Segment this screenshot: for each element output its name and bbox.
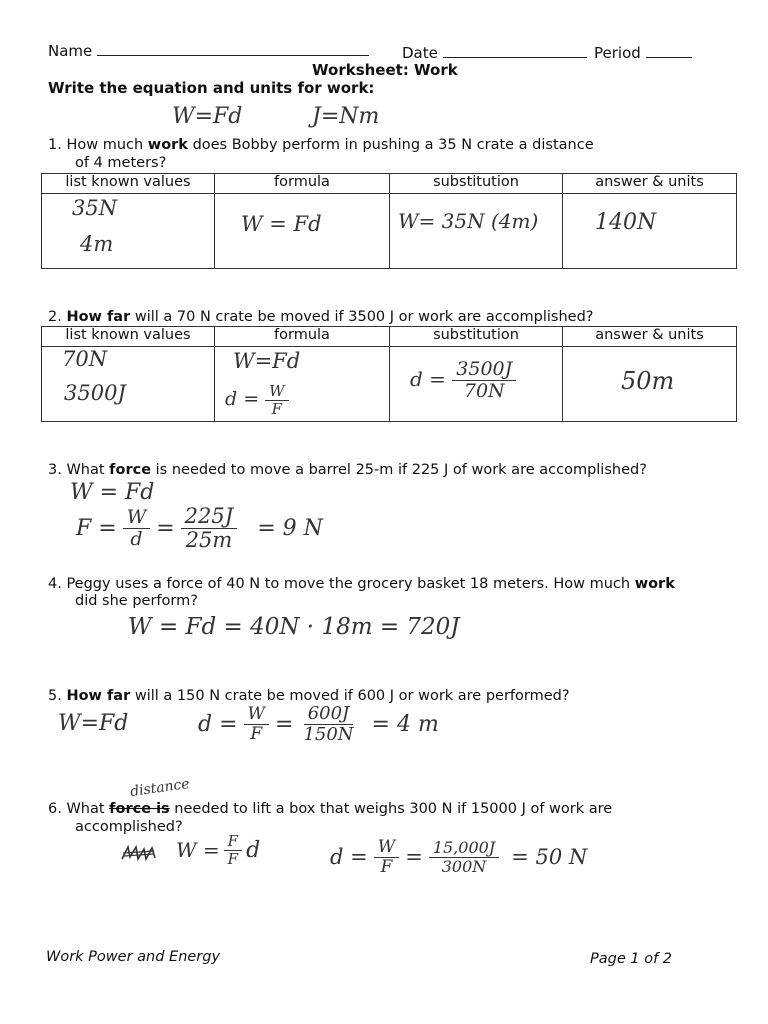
q3-hw-line2 [76, 505, 323, 552]
q3-hw-frac1 [123, 507, 151, 550]
q1-cell-known [42, 194, 215, 269]
q2-hw-formula-1: W=Fd [233, 349, 301, 373]
q6-hw-left [176, 833, 260, 867]
q6-hw-correction: distance [129, 775, 191, 801]
q2-hw-sub-frac [452, 359, 516, 402]
name-line[interactable] [97, 41, 369, 56]
page-title: Worksheet: Work [312, 61, 458, 79]
q5-text [48, 688, 570, 704]
q4-text-line2: did she perform? [75, 593, 198, 609]
q2-hw-formula-2 [225, 383, 289, 417]
q2-col-known: list known values [42, 327, 215, 347]
date-field[interactable] [402, 43, 587, 62]
q6-hw-frac2 [429, 839, 499, 875]
q5-hw-lhs: d = [198, 711, 238, 737]
q2-hw-formula-2-num: W [265, 383, 288, 401]
q5-hw-eq: = [275, 711, 294, 737]
q2-hw-formula-2-lhs: d = [225, 388, 260, 410]
q5-hw-f1-den: F [250, 723, 263, 744]
q5-bold: How far [66, 688, 131, 704]
q4-pre: Peggy uses a force of 40 N to move the grocery basket 18 meters. How much [66, 576, 631, 592]
q2-cell-substitution [390, 347, 563, 422]
q1-number: 1. [48, 137, 62, 153]
q1-bold: work [147, 137, 188, 153]
q2-text [48, 309, 594, 325]
q3-hw-frac2 [181, 505, 238, 552]
q1-cell-formula [215, 194, 390, 269]
q5-post: will a 150 N crate be moved if 600 J or work are performed? [134, 688, 570, 704]
q1-post: does Bobby perform in pushing a 35 N crate a distance [192, 137, 594, 153]
intro-instruction: Write the equation and units for work: [48, 79, 375, 97]
period-line[interactable] [646, 43, 692, 58]
q6-hw-frac1 [374, 838, 399, 876]
q5-hw-result: = 4 m [371, 711, 439, 737]
q6-hw-left-frac [224, 833, 242, 867]
q1-col-answer: answer & units [563, 174, 737, 194]
q2-table [41, 326, 737, 422]
q2-bold: How far [66, 309, 131, 325]
hw-work-equation: W=Fd [172, 104, 243, 129]
q3-hw-f1-den: d [130, 528, 143, 551]
q1-pre: How much [66, 137, 144, 153]
q2-col-formula: formula [215, 327, 390, 347]
q2-hw-formula-2-frac [265, 383, 288, 417]
q2-cell-known [42, 347, 215, 422]
q6-hw-lhs: d = [330, 845, 368, 870]
q5-hw-f2-den: 150N [303, 723, 354, 745]
q2-cell-answer [563, 347, 737, 422]
q3-hw-f2-den: 25m [185, 528, 233, 553]
q6-text [48, 801, 612, 817]
q6-pre: What [66, 801, 105, 817]
q1-text [48, 137, 594, 153]
q1-cell-answer [563, 194, 737, 269]
q2-hw-sub-num: 3500J [452, 359, 516, 381]
q5-hw-line1: W=Fd [58, 711, 129, 736]
q1-hw-formula: W = Fd [241, 212, 322, 236]
q6-hw-left-lhs: W = [176, 838, 220, 862]
q6-hw-left-num: F [224, 833, 242, 851]
name-field[interactable] [48, 41, 369, 60]
q3-bold: force [109, 462, 152, 478]
q1-cell-substitution [390, 194, 563, 269]
q1-text-line2: of 4 meters? [75, 155, 167, 171]
q1-hw-known-1: 35N [72, 196, 118, 220]
q1-hw-known-2: 4m [80, 232, 114, 256]
q5-hw-frac1 [244, 705, 269, 743]
q3-post: is needed to move a barrel 25-m if 225 J of work are accomplished? [155, 462, 647, 478]
q3-hw-eq: = [156, 516, 175, 542]
date-line[interactable] [443, 43, 587, 58]
q5-hw-frac2 [299, 704, 357, 745]
q2-post: will a 70 N crate be moved if 3500 J or work are accomplished? [134, 309, 594, 325]
q3-hw-f2-num: 225J [181, 505, 238, 529]
q2-col-substitution: substitution [390, 327, 563, 347]
q6-hw-f1-num: W [374, 838, 399, 858]
q2-hw-formula-2-den: F [271, 399, 283, 418]
q4-bold: work [634, 576, 675, 592]
q5-number: 5. [48, 688, 62, 704]
q2-cell-formula [215, 347, 390, 422]
q6-hw-f2-den: 300N [441, 856, 487, 876]
q3-text [48, 462, 647, 478]
period-field[interactable] [594, 43, 692, 62]
footer-left: Work Power and Energy [46, 949, 221, 965]
q2-hw-answer: 50m [621, 367, 675, 395]
q5-hw-f1-num: W [244, 705, 269, 725]
q4-number: 4. [48, 576, 62, 592]
date-label: Date [402, 44, 438, 62]
q1-table [41, 173, 737, 269]
q6-hw-result: = 50 N [511, 845, 588, 870]
q5-hw-f2-num: 600J [304, 704, 354, 725]
q6-hw-right [330, 838, 587, 876]
q2-hw-sub-lhs: d = [410, 366, 446, 391]
scribble-mark [120, 843, 158, 863]
q6-number: 6. [48, 801, 62, 817]
q3-hw-lhs: F = [76, 516, 117, 542]
q6-hw-f2-num: 15,000J [429, 839, 499, 858]
hw-work-units: J=Nm [312, 104, 380, 129]
period-label: Period [594, 44, 641, 62]
q6-hw-eq: = [405, 845, 423, 870]
q3-hw-f1-num: W [123, 507, 151, 529]
q2-hw-known-2: 3500J [64, 381, 126, 405]
q2-hw-known-1: 70N [62, 347, 108, 371]
name-label: Name [48, 42, 93, 60]
footer-page-number: Page 1 of 2 [590, 951, 673, 967]
q3-hw-result: = 9 N [257, 516, 323, 542]
q6-hw-left-den: F [227, 849, 239, 868]
q6-hw-scribble [120, 843, 158, 863]
q1-hw-substitution: W= 35N (4m) [398, 209, 539, 233]
q6-hw-f1-den: F [380, 856, 393, 877]
q2-hw-sub-den: 70N [463, 379, 505, 402]
q2-number: 2. [48, 309, 62, 325]
q6-bold-struck: force is [109, 801, 170, 817]
q5-hw-line2 [198, 704, 439, 745]
q6-post: needed to lift a box that weighs 300 N if 15000 J of work are [174, 801, 613, 817]
q1-col-known: list known values [42, 174, 215, 194]
q2-hw-substitution [410, 359, 516, 402]
q4-hw-line: W = Fd = 40N · 18m = 720J [128, 614, 460, 640]
q4-text [48, 576, 675, 592]
q1-col-formula: formula [215, 174, 390, 194]
q3-hw-line1: W = Fd [70, 480, 155, 505]
q2-col-answer: answer & units [563, 327, 737, 347]
q3-pre: What [66, 462, 105, 478]
q1-hw-answer: 140N [595, 210, 657, 235]
q6-hw-left-after: d [246, 837, 261, 863]
q1-col-substitution: substitution [390, 174, 563, 194]
q3-number: 3. [48, 462, 62, 478]
q6-text-line2: accomplished? [75, 819, 183, 835]
